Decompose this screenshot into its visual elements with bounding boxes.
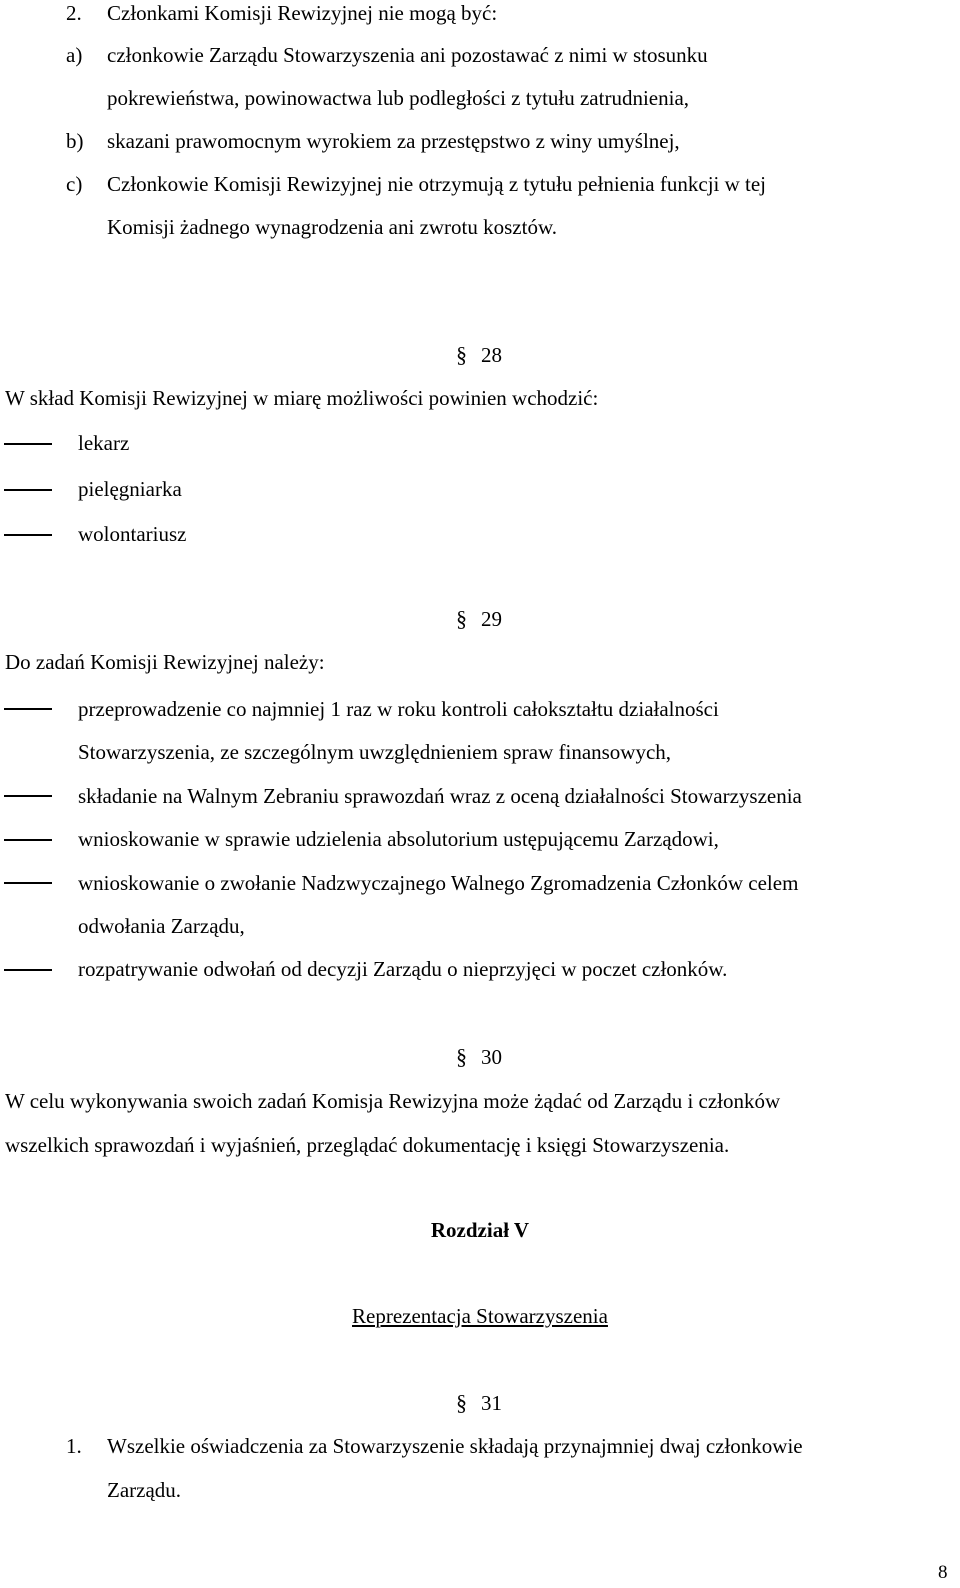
list-item: wnioskowanie o zwołanie Nadzwyczajnego Walnego Zgromadzenia Członków celem — [78, 871, 799, 895]
dash-bullet — [4, 534, 52, 536]
item-b-text: skazani prawomocnym wyrokiem za przestępstwo z winy umyślnej, — [107, 129, 680, 153]
section-symbol: § — [456, 342, 467, 367]
item-a-label: a) — [66, 43, 83, 67]
section-31-item-line1: Wszelkie oświadczenia za Stowarzyszenie składają przynajmniej dwaj członkowie — [107, 1434, 803, 1458]
list-item: pielęgniarka — [78, 477, 182, 501]
list-item-continuation: odwołania Zarządu, — [78, 914, 245, 938]
item-2-text: Członkami Komisji Rewizyjnej nie mogą być: — [107, 1, 498, 25]
dash-bullet — [4, 839, 52, 841]
dash-bullet — [4, 969, 52, 971]
section-31-item-line2: Zarządu. — [107, 1478, 182, 1502]
section-31-heading — [456, 1392, 502, 1414]
list-item: rozpatrywanie odwołań od decyzji Zarządu o nieprzyjęci w poczet członków. — [78, 957, 728, 981]
list-item: wolontariusz — [78, 522, 187, 546]
item-c-label: c) — [66, 172, 83, 196]
section-31-item-number: 1. — [66, 1434, 82, 1458]
list-item: przeprowadzenie co najmniej 1 raz w roku kontroli całokształtu działalności — [78, 697, 719, 721]
dash-bullet — [4, 795, 52, 797]
list-item: składanie na Walnym Zebraniu sprawozdań wraz z oceną działalności Stowarzyszenia — [78, 784, 802, 808]
dash-bullet — [4, 708, 52, 710]
item-a-line1: członkowie Zarządu Stowarzyszenia ani pozostawać z nimi w stosunku — [107, 43, 708, 67]
list-item: wnioskowanie w sprawie udzielenia absolutorium ustępującemu Zarządowi, — [78, 827, 719, 851]
section-30-line1: W celu wykonywania swoich zadań Komisja Rewizyjna może żądać od Zarządu i członków — [5, 1089, 781, 1113]
section-number: 28 — [481, 342, 502, 367]
dash-bullet — [4, 882, 52, 884]
dash-bullet — [4, 443, 52, 445]
section-29-intro: Do zadań Komisji Rewizyjnej należy: — [5, 650, 325, 674]
list-item-continuation: Stowarzyszenia, ze szczególnym uwzględnieniem spraw finansowych, — [78, 740, 672, 764]
page-number: 8 — [938, 1562, 948, 1583]
section-number: 31 — [481, 1390, 502, 1415]
section-symbol: § — [456, 1044, 467, 1069]
section-symbol: § — [456, 1390, 467, 1415]
section-28-heading — [456, 344, 502, 366]
item-c-line1: Członkowie Komisji Rewizyjnej nie otrzymują z tytułu pełnienia funkcji w tej — [107, 172, 767, 196]
section-28-intro: W skład Komisji Rewizyjnej w miarę możliwości powinien wchodzić: — [5, 386, 599, 410]
section-number: 29 — [481, 606, 502, 631]
item-2-number: 2. — [66, 1, 82, 25]
chapter-subtitle: Reprezentacja Stowarzyszenia — [352, 1304, 608, 1328]
section-30-heading — [456, 1046, 502, 1068]
list-item: lekarz — [78, 431, 130, 455]
item-a-line2: pokrewieństwa, powinowactwa lub podległości z tytułu zatrudnienia, — [107, 86, 690, 110]
item-b-label: b) — [66, 129, 84, 153]
chapter-title: Rozdział V — [430, 1218, 530, 1242]
section-30-line2: wszelkich sprawozdań i wyjaśnień, przeglądać dokumentację i księgi Stowarzyszenia. — [5, 1133, 730, 1157]
section-number: 30 — [481, 1044, 502, 1069]
item-c-line2: Komisji żadnego wynagrodzenia ani zwrotu kosztów. — [107, 215, 558, 239]
dash-bullet — [4, 489, 52, 491]
section-symbol: § — [456, 606, 467, 631]
section-29-heading — [456, 608, 502, 630]
